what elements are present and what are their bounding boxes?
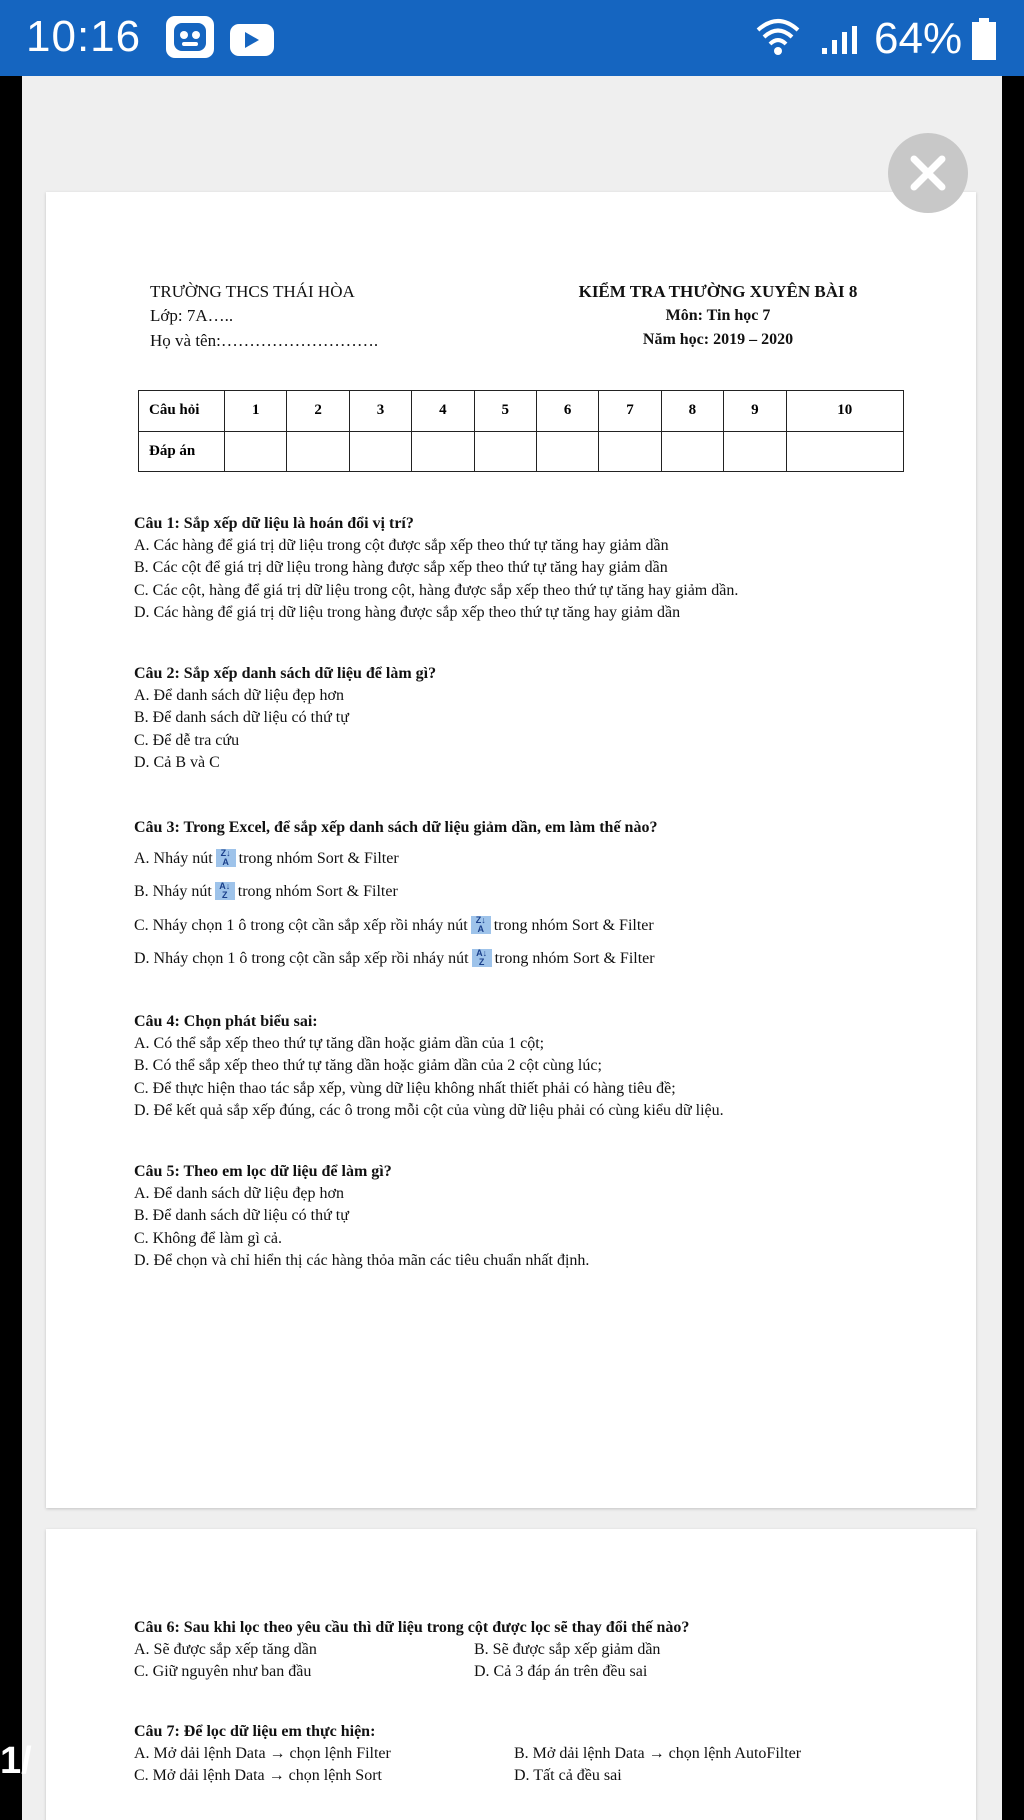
option-a: A. Có thể sắp xếp theo thứ tự tăng dần hoặc giảm dần của 1 cột; [134,1035,545,1053]
table-cell [661,431,723,472]
table-cell [599,431,661,472]
question-5 [134,1162,589,1273]
table-row [139,431,904,472]
option-c: C. Giữ nguyên như ban đầu [134,1663,312,1681]
question-title: Câu 4: Chọn phát biểu sai: [134,1013,318,1030]
close-button[interactable] [888,133,968,213]
option-row [134,1662,689,1681]
table-cell [412,431,474,472]
app-notification-icon [166,16,214,58]
question-7 [134,1722,801,1789]
option-b-text: B. Nháy nút [134,883,212,901]
option-d: D. Để chọn và chỉ hiển thị các hàng thỏa mãn các tiêu chuẩn nhất định. [134,1251,590,1269]
option-d-suffix: trong nhóm Sort & Filter [494,949,655,967]
option-b: B. Có thể sắp xếp theo thứ tự tăng dần hoặc giảm dần của 2 cột cùng lúc; [134,1057,602,1075]
table-cell [287,431,349,472]
clock: 10:16 [26,12,142,61]
exam-title: KIỂM TRA THƯỜNG XUYÊN BÀI 8 [578,282,858,301]
option-d-text: D. Nháy chọn 1 ô trong cột cần sắp xếp rồi nháy nút [134,949,469,967]
option-c: C. Mở dải lệnh Data → chọn lệnh Sort [134,1767,382,1785]
question-6 [134,1618,689,1685]
table-cell [349,431,411,472]
option-c [134,916,657,935]
table-cell: 2 [287,391,349,432]
answer-table [138,390,904,472]
option-b: B. Các cột để giá trị dữ liệu trong hàng được sắp xếp theo thứ tự tăng hay giảm dần [134,559,668,577]
school-year: Năm học: 2019 – 2020 [642,330,794,348]
option-a: A. Để danh sách dữ liệu đẹp hơn [134,687,344,705]
question-3 [134,818,657,971]
table-cell: 9 [724,391,786,432]
question-1 [134,514,738,625]
question-title: Câu 5: Theo em lọc dữ liệu để làm gì? [134,1163,392,1180]
option-d: D. Cả B và C [134,753,220,771]
table-cell: 10 [786,391,903,432]
option-b: B. Để danh sách dữ liệu có thứ tự [134,1207,349,1225]
table-cell: 1 [225,391,287,432]
option-d: D. Để kết quả sắp xếp đúng, các ô trong mỗi cột của vùng dữ liệu phải có cùng kiểu dữ liệu. [134,1101,724,1119]
class-field: Lớp: 7A….. [150,306,234,326]
question-title: Câu 7: Để lọc dữ liệu em thực hiện: [134,1723,376,1740]
table-cell: 7 [599,391,661,432]
option-c: C. Để dễ tra cứu [134,731,240,749]
option-a-suffix: trong nhóm Sort & Filter [238,850,399,868]
option-d: D. Tất cả đều sai [514,1767,622,1785]
option-c-text: C. Nháy chọn 1 ô trong cột cần sắp xếp rồi nháy nút [134,916,468,934]
school-name: TRƯỜNG THCS THÁI HÒA [150,282,355,301]
option-row [134,1744,801,1763]
option-b-suffix: trong nhóm Sort & Filter [237,883,398,901]
option-c: C. Các cột, hàng để giá trị dữ liệu trong cột, hàng được sắp xếp theo thứ tự tăng hay giảm dần. [134,581,739,599]
table-cell [474,431,536,472]
video-notification-icon [230,24,274,56]
question-title: Câu 2: Sắp xếp danh sách dữ liệu để làm gì? [134,665,437,682]
option-c: C. Để thực hiện thao tác sắp xếp, vùng dữ liệu không nhất thiết phải có hàng tiêu đề; [134,1079,676,1097]
question-title: Câu 3: Trong Excel, để sắp xếp danh sách dữ liệu giảm dần, em làm thế nào? [134,819,658,836]
close-icon [909,154,947,192]
option-a: A. Sẽ được sắp xếp tăng dần [134,1641,317,1659]
question-2 [134,664,436,775]
option-a: A. Mở dải lệnh Data → chọn lệnh Filter [134,1745,391,1763]
table-row [139,391,904,432]
option-d [134,949,657,968]
option-a: A. Các hàng để giá trị dữ liệu trong cột được sắp xếp theo thứ tự tăng hay giảm dần [134,537,669,555]
table-cell: 5 [474,391,536,432]
battery-percent: 64% [874,14,963,63]
option-b: B. Mở dải lệnh Data → chọn lệnh AutoFilter [514,1745,802,1763]
header-left [150,282,378,355]
signal-icon [820,26,864,56]
table-cell: Đáp án [139,431,225,472]
table-cell: 4 [412,391,474,432]
sort-ascending-icon: A↓ Z [215,882,235,900]
table-cell: Câu hỏi [139,391,225,432]
subject: Môn: Tin học 7 [665,307,771,325]
sort-descending-icon: Z↓ A [216,849,236,867]
option-c: C. Không để làm gì cả. [134,1229,282,1247]
table-cell [786,431,903,472]
table-cell [724,431,786,472]
option-c-suffix: trong nhóm Sort & Filter [493,916,654,934]
sort-descending-icon: Z↓ A [471,916,491,934]
option-b: B. Sẽ được sắp xếp giảm dần [474,1641,661,1659]
question-title: Câu 6: Sau khi lọc theo yêu cầu thì dữ liệu trong cột được lọc sẽ thay đổi thế nào? [134,1619,690,1636]
question-4 [134,1012,724,1123]
option-a: A. Để danh sách dữ liệu đẹp hơn [134,1185,344,1203]
option-a-text: A. Nháy nút [134,850,213,868]
option-d: D. Cả 3 đáp án trên đều sai [474,1663,648,1681]
student-name-field: Họ và tên:………………………. [150,330,379,350]
battery-icon [970,18,998,60]
option-row [134,1640,689,1659]
table-cell: 8 [661,391,723,432]
table-cell [225,431,287,472]
page-indicator: 1/ [0,1740,32,1782]
option-d: D. Các hàng để giá trị dữ liệu trong hàng được sắp xếp theo thứ tự tăng hay giảm dần [134,603,681,621]
table-cell: 3 [349,391,411,432]
header-right [538,282,898,353]
option-a [134,849,657,868]
wifi-icon [754,14,802,58]
question-title: Câu 1: Sắp xếp dữ liệu là hoán đổi vị trí? [134,515,414,532]
status-bar [0,0,1024,76]
option-b [134,882,657,901]
option-b: B. Để danh sách dữ liệu có thứ tự [134,709,349,727]
sort-ascending-icon: A↓ Z [472,949,492,967]
option-row [134,1766,801,1785]
table-cell [536,431,598,472]
table-cell: 6 [536,391,598,432]
